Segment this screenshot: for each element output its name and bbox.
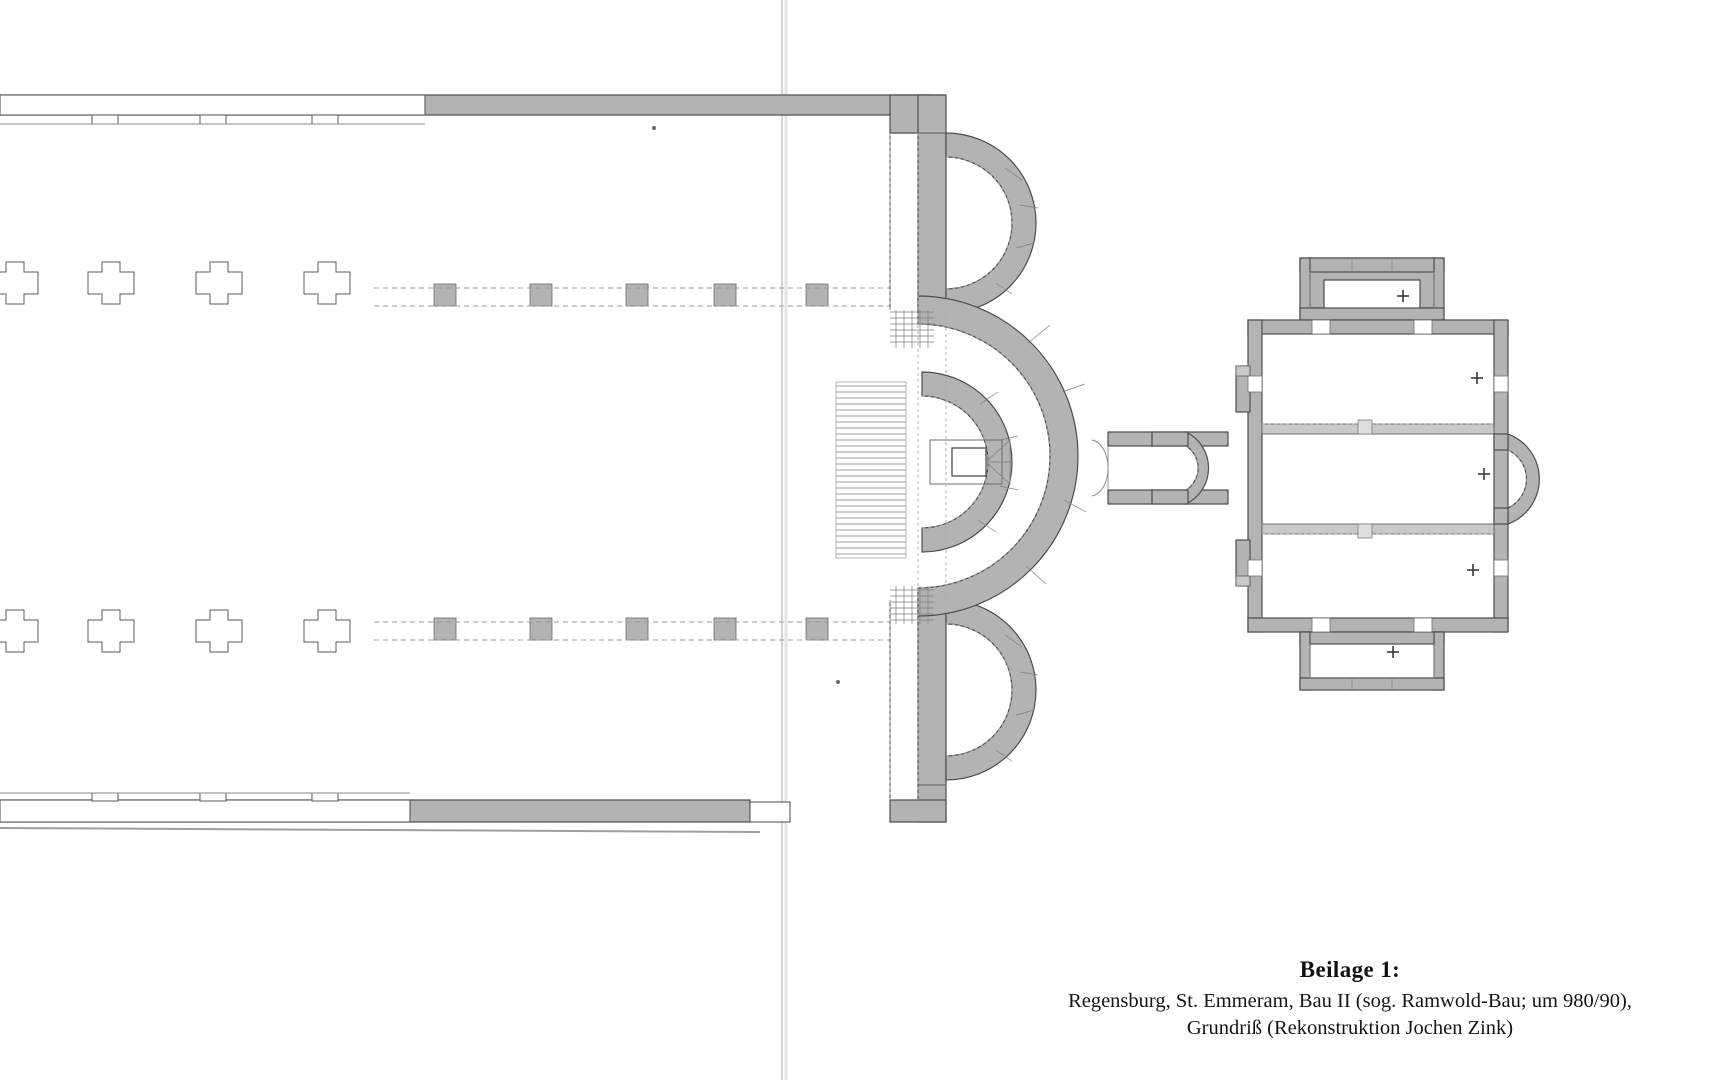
figure-caption: [1000, 955, 1700, 1042]
caption-line-2: Grundriß (Rekonstruktion Jochen Zink): [1186, 1017, 1514, 1040]
pier-row-south: [0, 610, 890, 652]
altar-cross-marks: [1387, 290, 1490, 658]
crypt-stair: [836, 310, 934, 624]
main-apse: [918, 296, 1086, 616]
south-apse: [946, 600, 1038, 780]
altar: [952, 448, 986, 476]
east-chapel: [1236, 258, 1539, 690]
north-apse: [946, 133, 1038, 313]
survey-marks: [652, 126, 840, 684]
caption-line-1: Regensburg, St. Emmeram, Bau II (sog. Ramwold-Bau; um 980/90),: [1068, 990, 1632, 1013]
rotunda: [1152, 432, 1209, 504]
pier-row-north: [0, 262, 890, 306]
caption-title: Beilage 1:: [1299, 957, 1401, 982]
nave-outer-walls: [0, 95, 930, 832]
